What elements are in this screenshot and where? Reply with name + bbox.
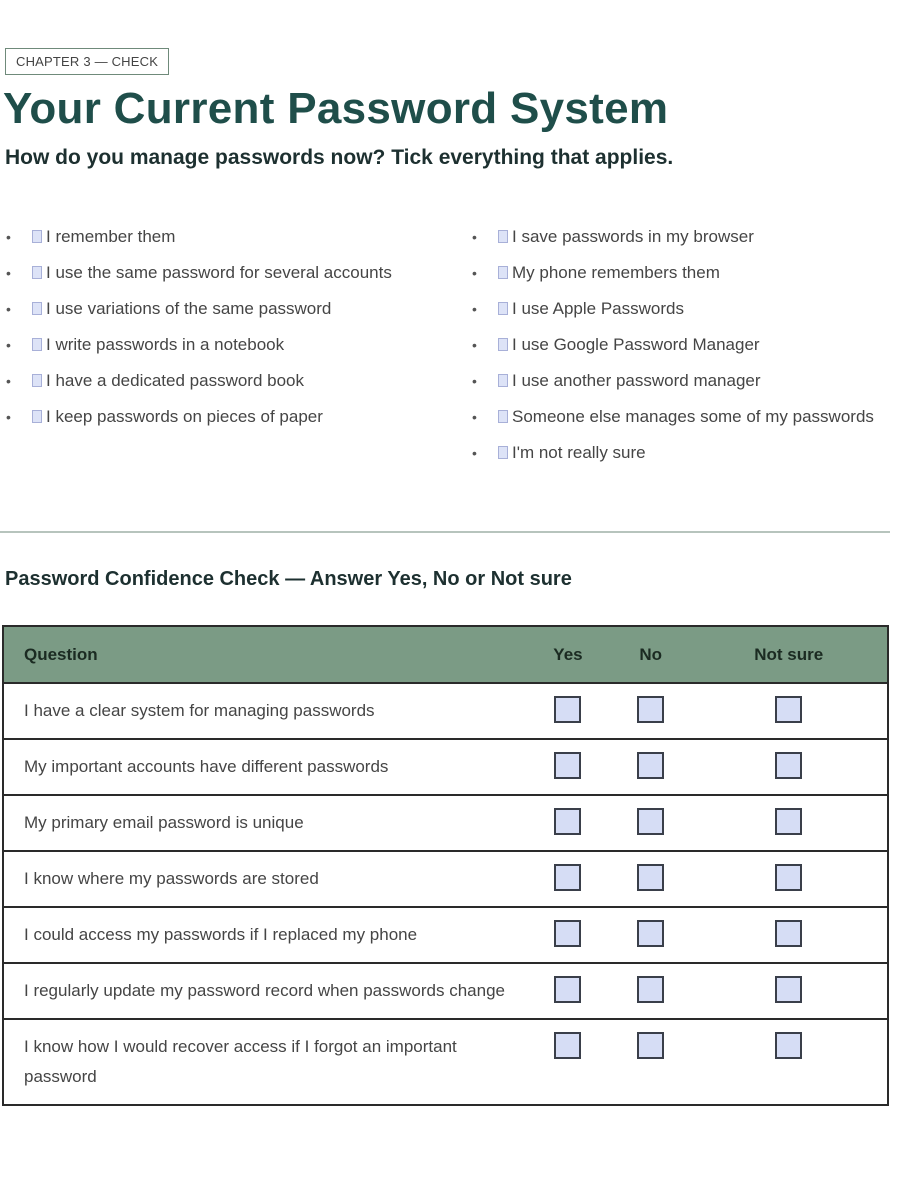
list-item[interactable] [472, 366, 892, 396]
list-item[interactable] [6, 258, 426, 288]
list-item-label: I use Google Password Manager [512, 335, 760, 354]
list-item-label: I'm not really sure [512, 443, 646, 462]
table-row [3, 683, 888, 739]
yes-checkbox[interactable] [554, 976, 581, 1003]
bullet-icon: • [472, 409, 477, 425]
bullet-icon: • [472, 301, 477, 317]
not-sure-checkbox[interactable] [775, 864, 802, 891]
no-checkbox[interactable] [637, 1032, 664, 1059]
not-sure-checkbox[interactable] [775, 1032, 802, 1059]
yes-checkbox[interactable] [554, 696, 581, 723]
list-item-label: I use variations of the same password [46, 299, 332, 318]
bullet-icon: • [472, 373, 477, 389]
list-item-label: I have a dedicated password book [46, 371, 305, 390]
checkbox[interactable] [32, 302, 42, 315]
question-cell: My important accounts have different passwords [3, 739, 525, 795]
bullet-icon: • [6, 373, 11, 389]
table-header-row [3, 626, 888, 683]
bullet-icon: • [6, 337, 11, 353]
no-checkbox[interactable] [637, 920, 664, 947]
list-item[interactable] [472, 438, 892, 468]
bullet-icon: • [472, 445, 477, 461]
question-cell: I know where my passwords are stored [3, 851, 525, 907]
section-divider [0, 531, 890, 533]
checkbox[interactable] [32, 338, 42, 351]
list-item-label: I write passwords in a notebook [46, 335, 285, 354]
question-cell: I regularly update my password record when passwords change [3, 963, 525, 1019]
not-sure-checkbox[interactable] [775, 976, 802, 1003]
list-item[interactable] [472, 294, 892, 324]
question-cell: I have a clear system for managing passwords [3, 683, 525, 739]
yes-checkbox[interactable] [554, 864, 581, 891]
checkbox[interactable] [498, 410, 508, 423]
table-row [3, 795, 888, 851]
list-item-label: I save passwords in my browser [512, 227, 754, 246]
list-item[interactable] [6, 330, 426, 360]
yes-checkbox[interactable] [554, 808, 581, 835]
checkbox[interactable] [498, 338, 508, 351]
checkbox[interactable] [32, 410, 42, 423]
bullet-icon: • [6, 301, 11, 317]
checkbox[interactable] [498, 446, 508, 459]
bullet-icon: • [472, 229, 477, 245]
checkbox[interactable] [498, 230, 508, 243]
not-sure-checkbox[interactable] [775, 696, 802, 723]
column-header-question: Question [24, 644, 98, 664]
yes-checkbox[interactable] [554, 1032, 581, 1059]
checkbox[interactable] [32, 266, 42, 279]
list-item-label: I use another password manager [512, 371, 761, 390]
no-checkbox[interactable] [637, 808, 664, 835]
chapter-tag: CHAPTER 3 — CHECK [5, 48, 169, 75]
section-title: Password Confidence Check — Answer Yes, No or Not sure [5, 568, 572, 590]
list-item[interactable] [6, 402, 426, 432]
table-row [3, 851, 888, 907]
list-item-label: My phone remembers them [512, 263, 720, 282]
question-cell: My primary email password is unique [3, 795, 525, 851]
no-checkbox[interactable] [637, 752, 664, 779]
table-row [3, 739, 888, 795]
checklist-column-1 [6, 222, 426, 438]
page-subtitle: How do you manage passwords now? Tick everything that applies. [5, 146, 674, 169]
checkbox[interactable] [32, 230, 42, 243]
checkbox[interactable] [498, 266, 508, 279]
list-item[interactable] [6, 222, 426, 252]
checklist-column-2 [472, 222, 892, 474]
question-cell: I could access my passwords if I replaced my phone [3, 907, 525, 963]
list-item-label: Someone else manages some of my passwords [512, 407, 874, 426]
list-item[interactable] [6, 366, 426, 396]
table-row [3, 907, 888, 963]
table-row [3, 963, 888, 1019]
bullet-icon: • [6, 265, 11, 281]
list-item[interactable] [472, 330, 892, 360]
column-header-yes: Yes [553, 644, 583, 664]
bullet-icon: • [6, 229, 11, 245]
not-sure-checkbox[interactable] [775, 808, 802, 835]
list-item-label: I remember them [46, 227, 176, 246]
not-sure-checkbox[interactable] [775, 920, 802, 947]
list-item-label: I use the same password for several accounts [46, 263, 392, 282]
table-row [3, 1019, 888, 1105]
bullet-icon: • [472, 337, 477, 353]
question-cell: I know how I would recover access if I forgot an important password [3, 1019, 525, 1105]
no-checkbox[interactable] [637, 864, 664, 891]
bullet-icon: • [6, 409, 11, 425]
yes-checkbox[interactable] [554, 920, 581, 947]
list-item-label: I use Apple Passwords [512, 299, 684, 318]
no-checkbox[interactable] [637, 976, 664, 1003]
no-checkbox[interactable] [637, 696, 664, 723]
checkbox[interactable] [498, 302, 508, 315]
column-header-not-sure: Not sure [754, 644, 824, 664]
column-header-no: No [639, 644, 663, 664]
checkbox[interactable] [32, 374, 42, 387]
bullet-icon: • [472, 265, 477, 281]
list-item[interactable] [6, 294, 426, 324]
list-item-label: I keep passwords on pieces of paper [46, 407, 323, 426]
list-item[interactable] [472, 222, 892, 252]
page-title: Your Current Password System [3, 84, 669, 133]
confidence-table [2, 625, 889, 1106]
not-sure-checkbox[interactable] [775, 752, 802, 779]
list-item[interactable] [472, 258, 892, 288]
checkbox[interactable] [498, 374, 508, 387]
list-item[interactable] [472, 402, 892, 432]
yes-checkbox[interactable] [554, 752, 581, 779]
